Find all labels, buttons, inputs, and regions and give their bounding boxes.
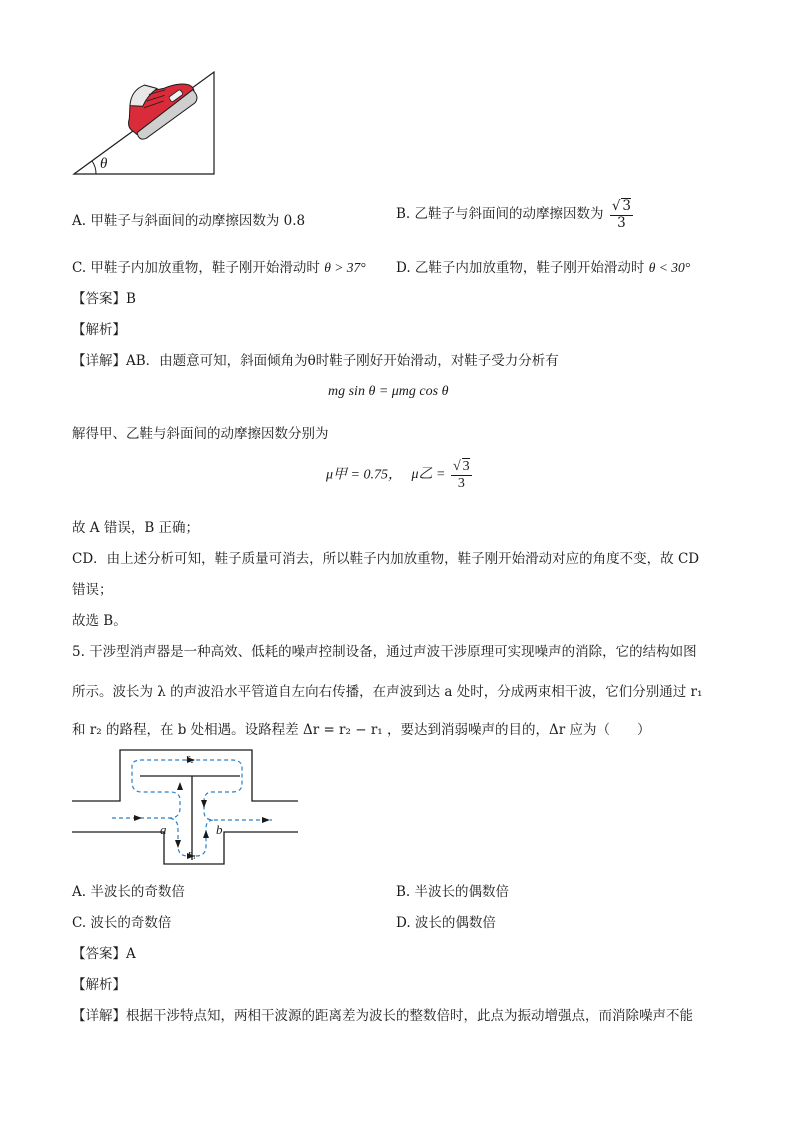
label-b: b	[216, 822, 223, 837]
q4-mu-values	[326, 458, 472, 492]
mu-yi: μ乙 =	[411, 467, 446, 483]
q4-equation-1: mg sin θ = μmg cos θ	[328, 384, 449, 399]
q4-option-a: A. 甲鞋子与斜面间的动摩擦因数为 0.8	[72, 213, 306, 229]
label-r1: r₁	[188, 848, 197, 860]
q5-option-c: C. 波长的奇数倍	[72, 915, 172, 931]
q4-option-b	[396, 198, 633, 231]
mu-yi-fraction: $\frac{√ 3}{3}$	[452, 459, 470, 492]
q4-choose: 故选 B。	[72, 613, 127, 629]
mu-yi-sqrt: 3	[462, 459, 470, 474]
mu-yi-den: 3	[457, 476, 465, 492]
q5-detail: 【详解】根据干涉特点知，两相干波源的距离差为波长的整数倍时，此点为振动增强点，而消除噪声不能	[72, 1008, 693, 1024]
q5-answer: 【答案】A	[72, 946, 136, 962]
q5-option-d: D. 波长的偶数倍	[396, 915, 496, 931]
silencer-figure	[72, 748, 302, 870]
q5-stem-line-1: 5. 干涉型消声器是一种高效、低耗的噪声控制设备，通过声波干涉原理可实现噪声的消除，它的结构如图	[72, 644, 697, 660]
q5-analysis-heading: 【解析】	[72, 977, 126, 993]
q4-option-d	[396, 256, 690, 276]
q4-option-b-fraction: $\frac{√ 3}{3}$	[611, 198, 632, 231]
q5-stem-line-2: 所示。波长为 λ 的声波沿水平管道自左向右传播，在声波到达 a 处时，分成两束相干波，它们分别通过 r₁	[72, 684, 703, 700]
q4-analysis-heading: 【解析】	[72, 322, 126, 338]
sqrt3-num: 3	[622, 198, 632, 214]
theta-label: θ	[100, 156, 108, 172]
q4-option-c	[72, 256, 366, 276]
q4-option-c-text: C. 甲鞋子内加放重物，鞋子刚开始滑动时	[72, 260, 320, 276]
fraction-den: 3	[617, 214, 626, 231]
mu-jia: μ甲 = 0.75，	[326, 467, 402, 483]
label-r2: r₂	[186, 752, 195, 764]
angle-arc	[92, 161, 96, 174]
q4-solve-line: 解得甲、乙鞋与斜面间的动摩擦因数分别为	[72, 426, 329, 442]
q5-option-a: A. 半波长的奇数倍	[72, 884, 185, 900]
q4-conclusion: 故 A 错误，B 正确；	[72, 520, 200, 536]
q4-option-d-math: θ < 30°	[648, 260, 691, 275]
shoe-icon	[114, 62, 201, 142]
q4-option-c-math: θ > 37°	[324, 260, 366, 275]
q4-cd-line-1: CD．由上述分析可知，鞋子质量可消去，所以鞋子内加放重物，鞋子刚开始滑动对应的角度不变，故 CD	[72, 551, 700, 567]
q4-option-b-text: B. 乙鞋子与斜面间的动摩擦因数为	[396, 206, 604, 223]
q4-answer: 【答案】B	[72, 291, 136, 307]
incline-figure	[68, 62, 228, 182]
q5-option-b: B. 半波长的偶数倍	[396, 884, 510, 900]
q4-cd-line-2: 错误；	[72, 582, 113, 598]
q4-detail: 【详解】AB．由题意可知，斜面倾角为θ时鞋子刚好开始滑动，对鞋子受力分析有	[72, 353, 559, 369]
q5-stem-line-3: 和 r₂ 的路程，在 b 处相遇。设路程差 Δr = r₂ − r₁ ，要达到消弱噪声的目的，Δr 应为（ ）	[72, 722, 651, 738]
q4-option-d-text: D. 乙鞋子内加放重物，鞋子刚开始滑动时	[396, 260, 645, 276]
label-a: a	[160, 822, 167, 837]
